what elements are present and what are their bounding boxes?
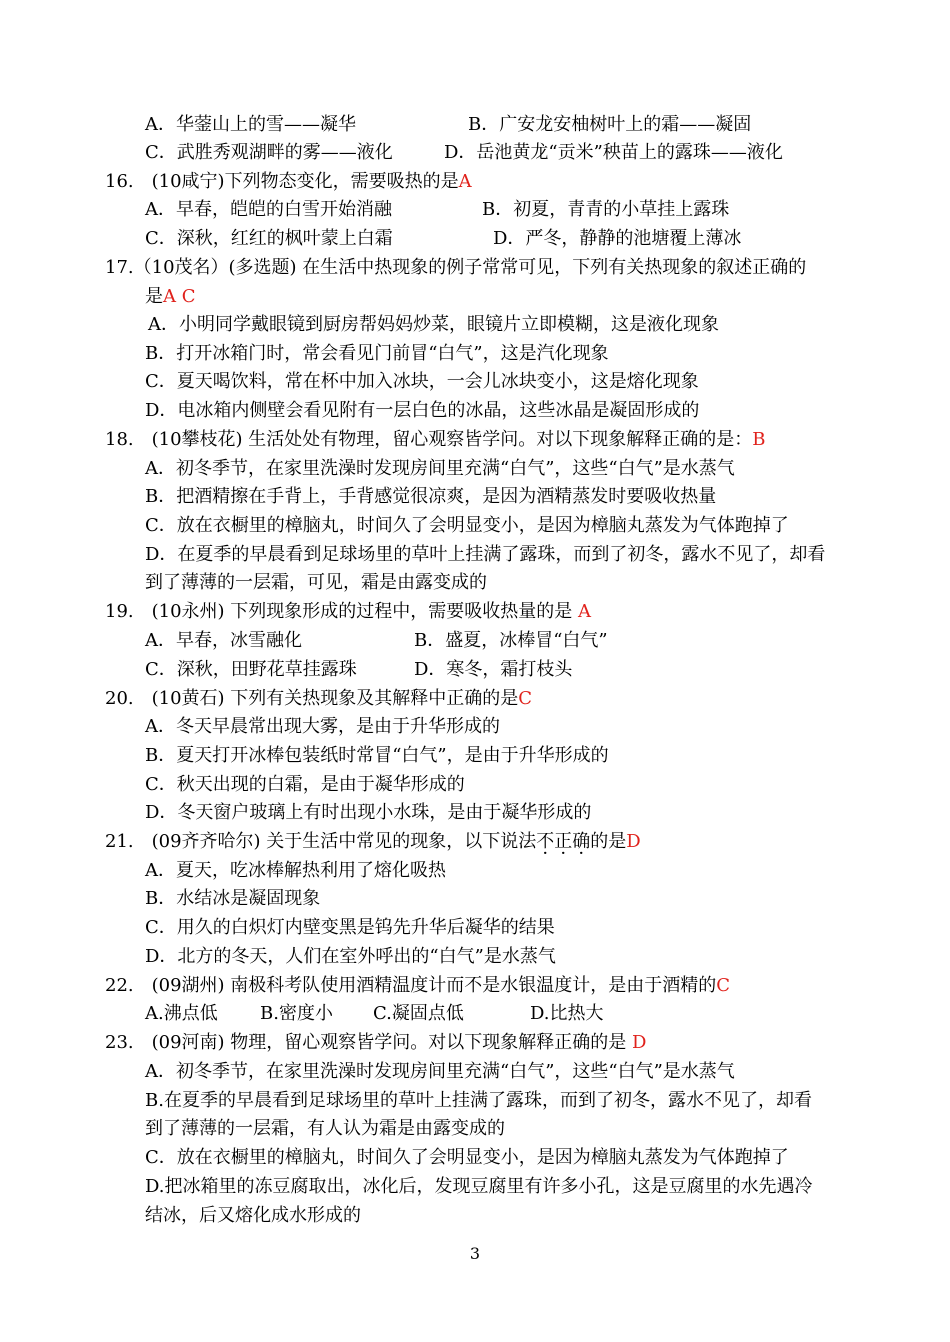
q22-option-b: B.密度小 [260,1003,333,1024]
q23-option-d-cont: 结冰，后又熔化成水形成的 [145,1205,361,1226]
q17-option-b: B．打开冰箱门时，常会看见门前冒“白气”，这是汽化现象 [145,343,609,364]
answer: C [518,688,533,709]
q23-stem [105,1032,646,1054]
q20-stem [105,688,532,710]
answer: D [632,1032,647,1053]
q16-option-a: A．早春，皑皑的白雪开始消融 [145,199,392,220]
q19-stem [105,601,591,623]
page-number: 3 [469,1244,481,1263]
q17-option-a: A．小明同学戴眼镜到厨房帮妈妈炒菜，眼镜片立即模糊，这是液化现象 [148,314,719,335]
answer: A C [163,286,196,307]
q21-option-a: A．夏天，吃冰棒解热利用了熔化吸热 [145,860,446,881]
q18-option-b: B．把酒精擦在手背上，手背感觉很凉爽，是因为酒精蒸发时要吸收热量 [145,486,717,507]
q23-option-a: A．初冬季节，在家里洗澡时发现房间里充满“白气”，这些“白气”是水蒸气 [145,1061,735,1082]
q23-option-b: B.在夏季的早晨看到足球场里的草叶上挂满了露珠，而到了初冬，露水不见了，却看 [145,1090,812,1111]
answer: B [752,429,766,450]
answer: A [458,171,472,192]
q19-option-c: C．深秋，田野花草挂露珠 [145,659,357,680]
emphasis-char: 不 [536,831,555,852]
q21-option-d: D．北方的冬天，人们在室外呼出的“白气”是水蒸气 [145,946,556,967]
question-text: 19. (10永州) 下列现象形成的过程中，需要吸收热量的是 [105,601,573,622]
question-text: 16. (10咸宁)下列物态变化，需要吸热的是 [105,171,459,192]
answer: A [578,601,592,622]
q23-option-b-cont: 到了薄薄的一层霜，有人认为霜是由露变成的 [145,1118,505,1139]
q23-option-d: D.把冰箱里的冻豆腐取出，冰化后，发现豆腐里有许多小孔，这是豆腐里的水先遇冷 [145,1176,813,1197]
q22-option-c: C.凝固点低 [373,1003,464,1024]
q18-option-a: A．初冬季节，在家里洗澡时发现房间里充满“白气”，这些“白气”是水蒸气 [145,458,735,479]
question-text: 23. (09河南) 物理，留心观察皆学问。对以下现象解释正确的是 [105,1032,627,1053]
q22-option-d: D.比热大 [530,1003,604,1024]
q21-stem [105,831,641,853]
question-text: 22. (09湖州) 南极科考队使用酒精温度计而不是水银温度计，是由于酒精的 [105,975,717,996]
question-text: 21. (09齐齐哈尔) 关于生活中常见的现象，以下说法 [105,831,537,852]
q19-option-b: B．盛夏，冰棒冒“白气” [414,630,608,651]
q17-stem: 17.（10茂名）(多选题) 在生活中热现象的例子常常可见，下列有关热现象的叙述正确的 [105,257,807,278]
q16-option-b: B．初夏，青青的小草挂上露珠 [482,199,730,220]
q16-stem [105,171,472,193]
q15-option-b: B．广安龙安柚树叶上的霜——凝固 [468,114,752,135]
q22-stem [105,975,730,997]
q20-option-a: A．冬天早晨常出现大雾，是由于升华形成的 [145,716,500,737]
q18-option-c: C．放在衣橱里的樟脑丸，时间久了会明显变小，是因为樟脑丸蒸发为气体跑掉了 [145,515,789,536]
q19-option-d: D．寒冬，霜打枝头 [414,659,573,680]
q18-stem [105,429,766,451]
q17-stem-cont [145,286,196,308]
q20-option-d: D．冬天窗户玻璃上有时出现小水珠，是由于凝华形成的 [145,802,592,823]
q17-option-c: C．夏天喝饮料，常在杯中加入冰块，一会儿冰块变小，这是熔化现象 [145,371,699,392]
q21-option-b: B．水结冰是凝固现象 [145,888,321,909]
q16-option-c: C．深秋，红红的枫叶蒙上白霜 [145,228,393,249]
question-text: 是 [145,286,163,307]
q15-option-c: C．武胜秀观湖畔的雾——液化 [145,142,393,163]
q18-option-d: D．在夏季的早晨看到足球场里的草叶上挂满了露珠，而到了初冬，露水不见了，却看 [145,544,826,565]
answer: D [626,831,641,852]
q20-option-c: C．秋天出现的白霜，是由于凝华形成的 [145,774,465,795]
q15-option-a: A．华蓥山上的雪——凝华 [145,114,356,135]
q20-option-b: B．夏天打开冰棒包装纸时常冒“白气”，是由于升华形成的 [145,745,609,766]
q16-option-d: D．严冬，静静的池塘覆上薄冰 [493,228,742,249]
question-text-end: 的是 [590,831,627,852]
q19-option-a: A．早春，冰雪融化 [145,630,302,651]
q23-option-c: C．放在衣橱里的樟脑丸，时间久了会明显变小，是因为樟脑丸蒸发为气体跑掉了 [145,1147,789,1168]
emphasis-char: 确 [572,831,591,852]
q18-option-d-cont: 到了薄薄的一层霜，可见，霜是由露变成的 [145,572,487,593]
question-text: 20. (10黄石) 下列有关热现象及其解释中正确的是 [105,688,519,709]
q15-option-d: D．岳池黄龙“贡米”秧苗上的露珠——液化 [444,142,783,163]
q17-option-d: D．电冰箱内侧壁会看见附有一层白色的冰晶，这些冰晶是凝固形成的 [145,400,700,421]
answer: C [716,975,731,996]
question-text: 18. (10攀枝花) 生活处处有物理，留心观察皆学问。对以下现象解释正确的是： [105,429,753,450]
q22-option-a: A.沸点低 [145,1003,218,1024]
q21-option-c: C．用久的白炽灯内壁变黑是钨先升华后凝华的结果 [145,917,555,938]
emphasis-char: 正 [554,831,573,852]
